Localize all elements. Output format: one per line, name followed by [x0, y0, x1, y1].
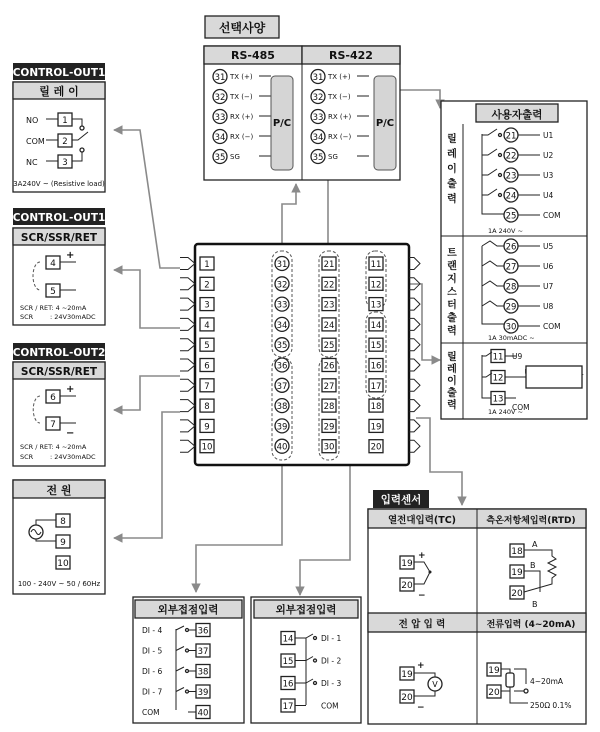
rs485-terminal-34: 34	[214, 133, 226, 143]
scr1-banner: CONTROL-OUT1	[12, 212, 106, 224]
relay2-output-u9: U9	[512, 352, 523, 361]
tc-terminal-19: 19	[401, 559, 413, 569]
main-terminal-19: 19	[370, 422, 382, 433]
rs485-title: RS-485	[231, 49, 275, 62]
rtd-terminal-18: 18	[511, 547, 523, 557]
power-terminal-10: 10	[57, 559, 69, 569]
option-spec-panel	[204, 16, 400, 180]
scr2-banner: CONTROL-OUT2	[12, 347, 106, 359]
input-sensor-panel	[368, 490, 586, 724]
scr2-note1: SCR / RET: 4 ~20mA	[20, 443, 87, 451]
main-terminal-26: 26	[323, 361, 335, 372]
main-terminal-29: 29	[323, 422, 335, 433]
transistor-terminal-26: 26	[505, 242, 517, 253]
rs422-terminal-31: 31	[312, 73, 324, 83]
rs422-terminal-35: 35	[312, 153, 324, 163]
rs422-title: RS-422	[329, 49, 373, 62]
rs485-terminal-32: 32	[214, 93, 226, 103]
rtd-label-a: A	[532, 540, 538, 549]
main-terminal-31: 31	[276, 260, 288, 270]
main-terminal-8: 8	[204, 402, 210, 413]
main-terminal-22: 22	[323, 280, 335, 291]
rtd-title: 측온저항체입력(RTD)	[486, 516, 576, 526]
rs422-signal-label: RX (+)	[328, 113, 352, 121]
main-terminal-13: 13	[370, 300, 382, 311]
rs422-terminal-34: 34	[312, 133, 324, 143]
main-terminal-33: 33	[276, 300, 288, 311]
relay-output-panel	[13, 63, 106, 192]
transistor-output-u5: U5	[543, 242, 554, 251]
scr-output1-panel	[13, 208, 106, 325]
transistor-output-vertical-label: 트 랜 지 스 터 출 력	[447, 248, 457, 337]
ext1-terminal-37: 37	[197, 647, 209, 657]
main-terminal-6: 6	[204, 361, 210, 372]
relay-output-u4: U4	[543, 191, 554, 200]
relay-terminal-25: 25	[505, 211, 517, 222]
scr1-title: SCR/SSR/RET	[20, 232, 98, 244]
input-sensor-banner: 입력센서	[380, 494, 422, 506]
scr2-note2-value: : 24V30mADC	[50, 453, 96, 461]
svg-text:+: +	[418, 551, 426, 561]
relay-note: 3A240V ~ (Resistive load)	[13, 180, 105, 188]
scr1-note2-label: SCR	[20, 313, 34, 321]
user-relay2-note: 1A 240V ~	[488, 408, 524, 416]
power-title: 전 원	[46, 484, 72, 497]
rs485-terminal-33: 33	[214, 113, 226, 123]
main-terminal-39: 39	[276, 422, 288, 433]
power-terminal-8: 8	[60, 517, 66, 527]
transistor-terminal-28: 28	[505, 282, 517, 293]
relay2-terminal-12: 12	[492, 373, 504, 384]
relay-terminal-3: 3	[62, 158, 68, 168]
rs422-terminal-33: 33	[312, 113, 324, 123]
rtd-label-b2: B	[532, 600, 538, 609]
tc-terminal-20: 20	[401, 581, 413, 591]
main-terminal-12: 12	[370, 280, 382, 291]
svg-text:−: −	[417, 703, 425, 713]
ext2-label-di-2: DI - 2	[321, 656, 342, 666]
rtd-label-b1: B	[530, 561, 536, 570]
svg-text:−: −	[418, 591, 426, 601]
ext2-label-di-3: DI - 3	[321, 679, 342, 688]
ext-contact1-panel	[133, 597, 244, 723]
shunt-resistor-icon	[506, 673, 514, 687]
main-terminal-36: 36	[276, 361, 288, 372]
main-terminal-14: 14	[370, 320, 382, 331]
voltmeter-label: V	[432, 680, 438, 689]
power-panel	[13, 480, 105, 594]
scr1-terminal-4: 4	[50, 259, 56, 269]
main-terminal-21: 21	[323, 260, 335, 270]
relay-banner: CONTROL-OUT1	[12, 67, 106, 79]
ext2-terminal-17: 17	[282, 702, 294, 712]
relay2-output-com: COM	[512, 403, 530, 412]
transistor-terminal-27: 27	[505, 262, 517, 273]
ext1-label-di-6: DI - 6	[142, 667, 163, 676]
rs422-signal-label: RX (−)	[328, 133, 352, 141]
scr2-title: SCR/SSR/RET	[20, 366, 98, 378]
relay-terminal-2: 2	[62, 137, 68, 147]
power-note: 100 - 240V ~ 50 / 60Hz	[17, 580, 101, 588]
shunt-resistor-note: 250Ω 0.1%	[530, 701, 572, 710]
svg-text:+: +	[417, 661, 425, 671]
ext-contact2-panel	[251, 597, 361, 723]
main-terminal-3: 3	[204, 300, 210, 311]
relay-terminal-23: 23	[505, 171, 517, 182]
ext1-label-com: COM	[142, 708, 160, 717]
ext1-terminal-39: 39	[197, 688, 209, 698]
main-terminal-5: 5	[204, 341, 210, 352]
main-terminal-25: 25	[323, 341, 335, 352]
main-terminal-34: 34	[276, 320, 288, 331]
current-terminal-19: 19	[488, 666, 500, 676]
relay-terminal-1: 1	[62, 116, 68, 126]
rs422-signal-label: TX (−)	[328, 93, 351, 101]
ext-contact2-title: 외부접점입력	[275, 604, 337, 616]
main-terminal-15: 15	[370, 341, 382, 352]
relay-output-u2: U2	[543, 151, 554, 160]
rs422-signal-label: SG	[328, 153, 338, 161]
relay-output-u3: U3	[543, 171, 554, 180]
main-terminal-23: 23	[323, 300, 335, 311]
transistor-output-u6: U6	[543, 262, 554, 271]
rs485-signal-label: RX (−)	[230, 133, 254, 141]
ext2-label-di-1: DI - 1	[321, 634, 342, 643]
main-terminal-18: 18	[370, 402, 382, 413]
ext1-label-di-5: DI - 5	[142, 646, 163, 656]
main-terminal-1: 1	[204, 260, 210, 270]
current-terminal-20: 20	[488, 688, 500, 698]
relay-terminal-24: 24	[505, 191, 517, 202]
rs485-signal-label: TX (+)	[230, 73, 253, 81]
main-terminal-24: 24	[323, 320, 335, 331]
rs485-pc-label: P/C	[272, 118, 292, 129]
ext2-label-com: COM	[321, 701, 339, 711]
relay-terminal-22: 22	[505, 151, 517, 162]
current-range-note: 4~20mA	[530, 677, 564, 686]
main-terminal-20: 20	[370, 442, 382, 453]
main-terminal-2: 2	[204, 280, 210, 291]
voltage-terminal-19: 19	[401, 670, 413, 680]
scr2-terminal-6: 6	[50, 393, 56, 403]
main-terminal-32: 32	[276, 280, 288, 291]
option-spec-title: 선택사양	[218, 21, 266, 35]
relay-terminal-21: 21	[505, 131, 517, 142]
ext2-terminal-14: 14	[282, 634, 294, 645]
rs422-terminal-32: 32	[312, 93, 324, 103]
current-input-title: 전류입력 (4~20mA)	[486, 620, 576, 630]
voltage-input-title: 전 압 입 력	[398, 619, 446, 630]
ext-contact1-title: 외부접점입력	[157, 604, 219, 616]
main-terminal-28: 28	[323, 402, 335, 413]
rtd-terminal-20: 20	[511, 589, 523, 599]
ext1-label-di-7: DI - 7	[142, 687, 163, 697]
relay-label-no: NO	[26, 116, 39, 125]
scr2-plus: +	[66, 384, 75, 395]
main-terminal-35: 35	[276, 341, 288, 352]
main-terminal-16: 16	[370, 361, 382, 372]
main-terminal-11: 11	[370, 260, 382, 270]
transistor-output-u7: U7	[543, 282, 554, 291]
main-terminal-38: 38	[276, 402, 288, 413]
scr1-note1: SCR / RET: 4 ~20mA	[20, 304, 87, 312]
main-terminal-17: 17	[370, 381, 382, 392]
ext1-label-di-4: DI - 4	[142, 626, 163, 635]
scr-output2-panel	[13, 343, 106, 466]
main-terminal-block	[180, 244, 420, 465]
rs422-pc-label: P/C	[375, 118, 395, 129]
relay-label-com: COM	[26, 137, 45, 146]
main-terminal-4: 4	[204, 320, 210, 331]
main-terminal-30: 30	[323, 442, 335, 453]
ext1-terminal-40: 40	[197, 708, 209, 719]
main-terminal-40: 40	[276, 442, 288, 453]
ext2-terminal-16: 16	[282, 679, 294, 690]
rs485-signal-label: SG	[230, 153, 240, 161]
rtd-terminal-19: 19	[511, 568, 523, 578]
rs485-signal-label: TX (−)	[230, 93, 253, 101]
relay2-terminal-13: 13	[492, 394, 504, 405]
transistor-output-com: COM	[543, 322, 561, 331]
rs422-signal-label: TX (+)	[328, 73, 351, 81]
relay2-terminal-11: 11	[492, 352, 504, 363]
scr1-plus: +	[66, 250, 75, 261]
scr2-note2-label: SCR	[20, 453, 34, 461]
relay-title: 릴 레 이	[39, 85, 79, 98]
user-output-panel	[441, 101, 587, 419]
scr2-minus: −	[66, 428, 75, 439]
relay-output2-vertical-label: 릴 레 이 출 력	[447, 352, 457, 411]
transistor-output-u8: U8	[543, 302, 554, 311]
rs485-terminal-35: 35	[214, 153, 226, 163]
user-relay-note: 1A 240V ~	[488, 227, 524, 235]
scr2-terminal-7: 7	[50, 420, 56, 430]
relay-output-u1: U1	[543, 131, 554, 140]
main-terminal-37: 37	[276, 381, 288, 392]
scr1-terminal-5: 5	[50, 287, 56, 297]
ext1-terminal-38: 38	[197, 667, 209, 678]
user-output-title: 사용자출력	[491, 109, 543, 121]
main-terminal-10: 10	[201, 442, 213, 453]
scr1-note2-value: : 24V30mADC	[50, 313, 96, 321]
tc-title: 열전대입력(TC)	[387, 515, 457, 526]
main-terminal-9: 9	[204, 422, 210, 433]
transistor-terminal-29: 29	[505, 302, 517, 313]
relay-output-vertical-label: 릴 레 이 출 력	[447, 134, 457, 205]
relay-output-com: COM	[543, 211, 561, 220]
user-transistor-note: 1A 30mADC ~	[488, 334, 535, 342]
voltage-terminal-20: 20	[401, 693, 413, 703]
ext2-terminal-15: 15	[282, 657, 294, 667]
rs485-terminal-31: 31	[214, 73, 226, 83]
relay-label-nc: NC	[26, 158, 38, 167]
main-terminal-7: 7	[204, 381, 210, 392]
power-terminal-9: 9	[60, 538, 66, 548]
main-terminal-27: 27	[323, 381, 335, 392]
transistor-terminal-30: 30	[505, 322, 517, 333]
rs485-signal-label: RX (+)	[230, 113, 254, 121]
ext1-terminal-36: 36	[197, 626, 209, 637]
